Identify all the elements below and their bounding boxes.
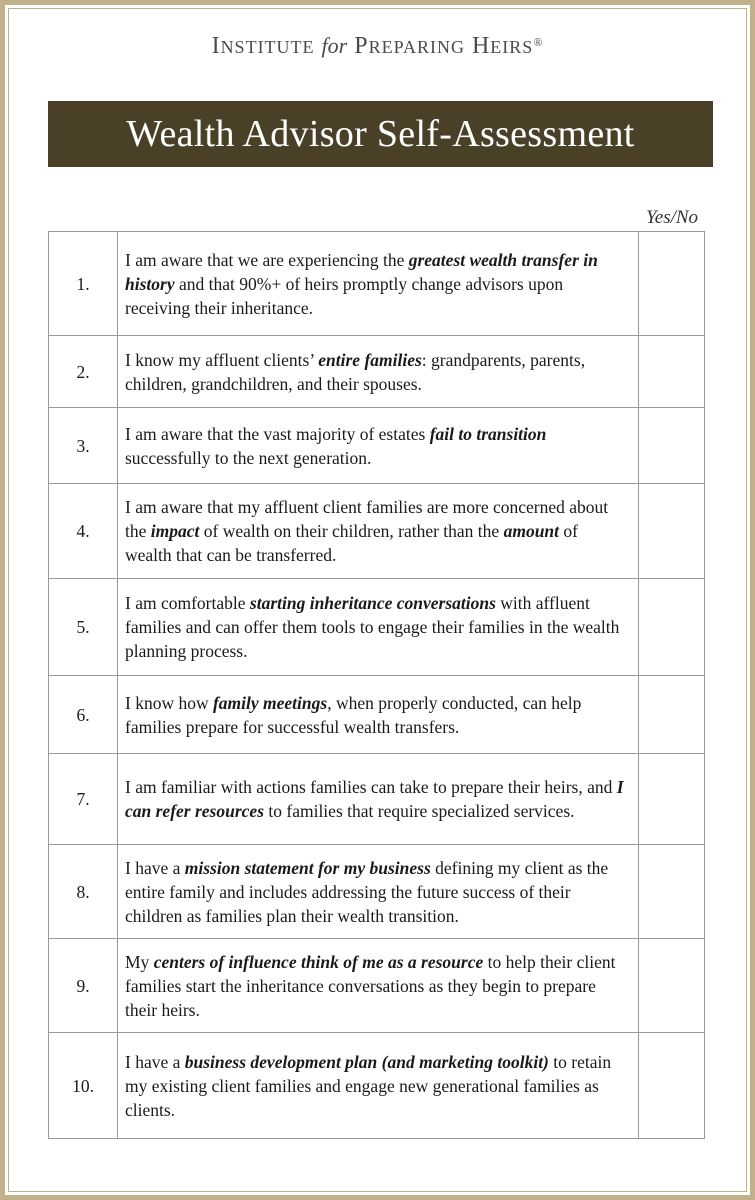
yes-no-answer-cell[interactable] (639, 676, 705, 754)
assessment-row (49, 232, 705, 336)
statement-emphasis: centers of influence think of me as a resource (153, 951, 484, 972)
yes-no-answer-cell[interactable] (639, 232, 705, 336)
item-number: 8. (49, 845, 118, 939)
item-number: 10. (49, 1033, 118, 1139)
yes-no-answer-cell[interactable] (639, 579, 705, 676)
statement-text: I know how (125, 692, 213, 713)
statement-emphasis: impact (150, 521, 200, 541)
item-statement (118, 754, 639, 845)
item-statement (118, 676, 639, 754)
assessment-row (49, 408, 705, 484)
assessment-row (49, 845, 705, 939)
statement-text: and that 90%+ of heirs promptly change advisors upon receiving their inheritance. (125, 273, 564, 318)
page-title: Wealth Advisor Self-Assessment (126, 113, 635, 155)
statement-text: : grandparents, parents, children, grandchildren, and their spouses. (125, 349, 586, 394)
item-number: 3. (49, 408, 118, 484)
statement-text: I am comfortable (125, 593, 250, 613)
item-number: 2. (49, 336, 118, 408)
yes-no-answer-cell[interactable] (639, 845, 705, 939)
assessment-row (49, 676, 705, 754)
statement-emphasis: fail to transition (429, 423, 547, 444)
yes-no-answer-cell[interactable] (639, 336, 705, 408)
item-statement (118, 484, 639, 579)
statement-text: defining my client as the entire family and includes addressing the future success of their children as families plan their wealth transition. (125, 857, 609, 926)
yes-no-answer-cell[interactable] (639, 939, 705, 1033)
item-statement (118, 336, 639, 408)
assessment-row (49, 579, 705, 676)
statement-text: to help their client families start the inheritance conversations as they begin to prepare their heirs. (125, 951, 616, 1020)
assessment-table (48, 231, 705, 1139)
item-statement (118, 939, 639, 1033)
item-number: 5. (49, 579, 118, 676)
item-number: 4. (49, 484, 118, 579)
assessment-row (49, 939, 705, 1033)
item-statement (118, 232, 639, 336)
assessment-row (49, 754, 705, 845)
item-statement (118, 579, 639, 676)
statement-text: of wealth that can be transferred. (125, 521, 578, 565)
yes-no-column-label: Yes/No (645, 207, 699, 228)
statement-text: I am aware that we are experiencing the (125, 249, 409, 270)
statement-text: to families that require specialized services. (264, 801, 575, 821)
yes-no-answer-cell[interactable] (639, 754, 705, 845)
statement-text: I know my affluent clients’ (125, 349, 319, 370)
item-statement (118, 845, 639, 939)
statement-emphasis: business development plan (and marketing toolkit) (184, 1051, 549, 1072)
statement-emphasis: mission statement for my business (184, 857, 431, 878)
assessment-row (49, 336, 705, 408)
statement-text: I am aware that the vast majority of estates (125, 423, 430, 444)
statement-emphasis: I can refer resources (125, 777, 624, 821)
item-number: 6. (49, 676, 118, 754)
item-statement (118, 1033, 639, 1139)
statement-text: successfully to the next generation. (125, 447, 372, 468)
assessment-row (49, 1033, 705, 1139)
statement-text: I have a (125, 1051, 185, 1072)
item-number: 9. (49, 939, 118, 1033)
statement-text: of wealth on their children, rather than the (199, 521, 504, 541)
statement-text: I am familiar with actions families can take to prepare their heirs, and (125, 777, 617, 797)
item-number: 7. (49, 754, 118, 845)
item-statement (118, 408, 639, 484)
statement-text: to retain my existing client families and engage new generational families as clients. (125, 1051, 612, 1120)
yes-no-answer-cell[interactable] (639, 484, 705, 579)
statement-text: I have a (125, 857, 185, 878)
yes-no-answer-cell[interactable] (639, 1033, 705, 1139)
yes-no-answer-cell[interactable] (639, 408, 705, 484)
statement-emphasis: starting inheritance conversations (249, 593, 496, 613)
institute-name: INSTITUTE for PREPARING HEIRS® (211, 33, 544, 59)
statement-text: My (125, 951, 154, 972)
statement-emphasis: amount (503, 521, 560, 541)
statement-emphasis: family meetings (212, 692, 328, 713)
statement-text: I am aware that my affluent client families are more concerned about the (125, 497, 609, 541)
statement-text: , when properly conducted, can help families prepare for successful wealth transfers. (125, 692, 582, 737)
statement-emphasis: greatest wealth transfer in history (125, 249, 598, 294)
assessment-row (49, 484, 705, 579)
title-banner (48, 101, 713, 167)
item-number: 1. (49, 232, 118, 336)
statement-text: with affluent families and can offer them tools to engage their families in the wealth planning process. (125, 593, 620, 661)
statement-emphasis: entire families (318, 349, 422, 370)
